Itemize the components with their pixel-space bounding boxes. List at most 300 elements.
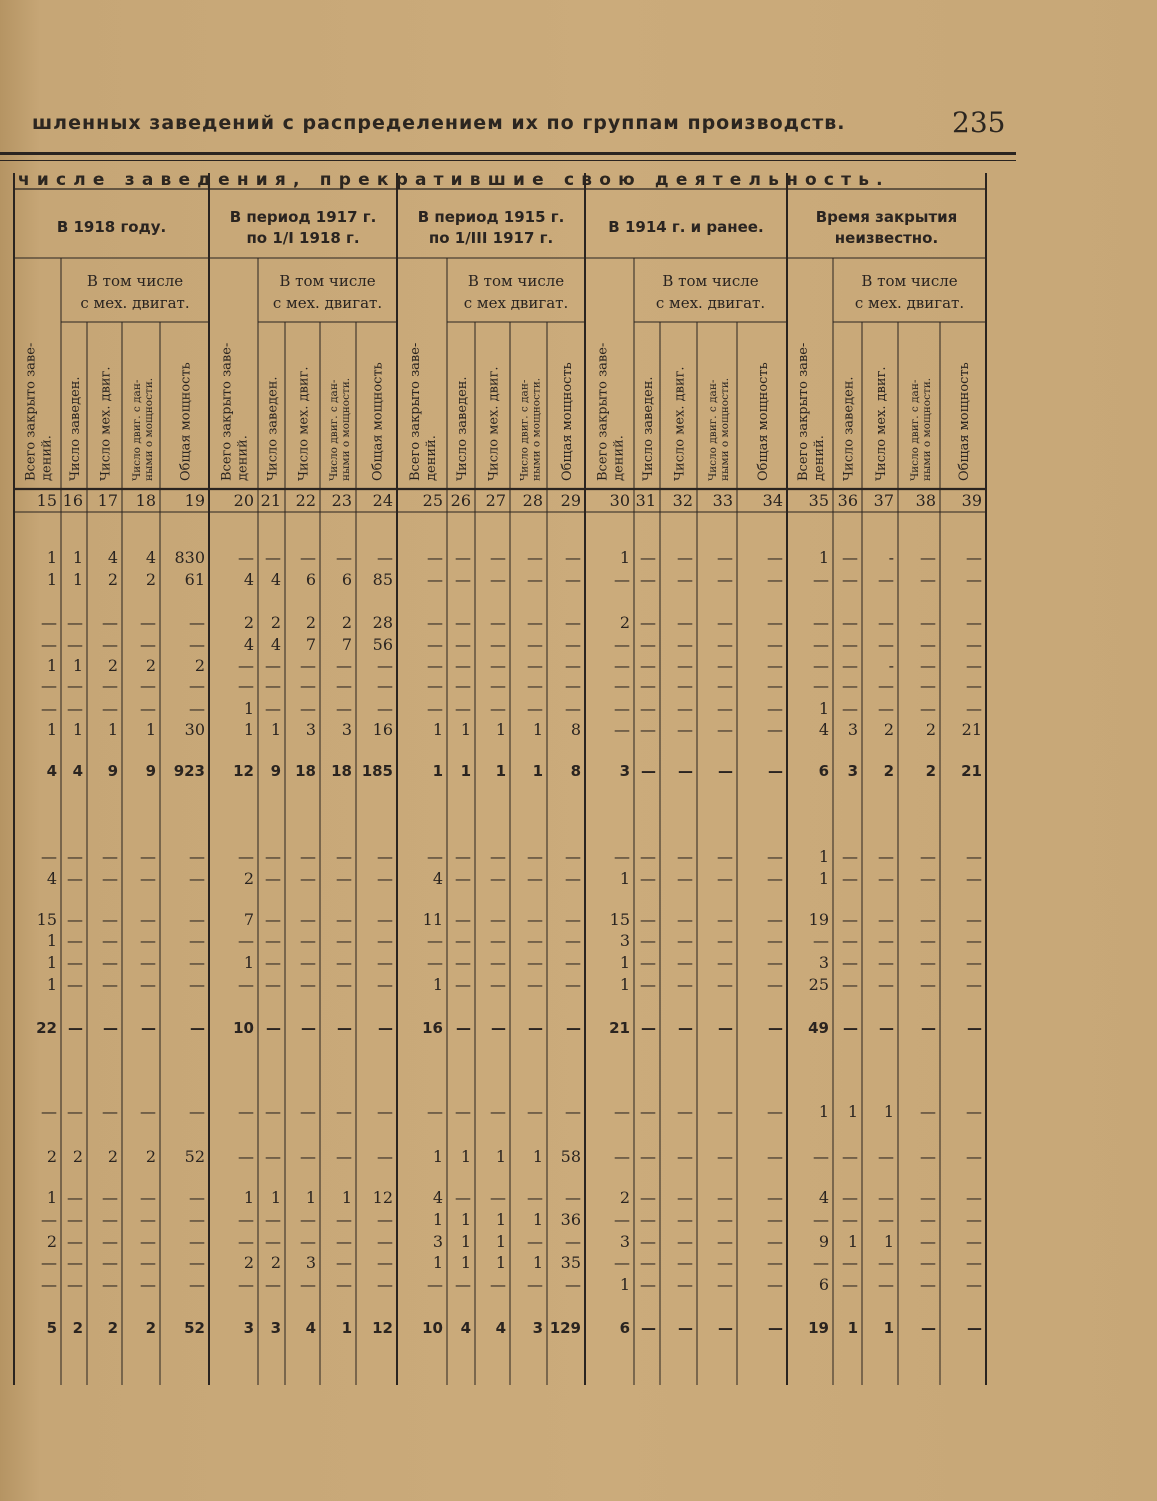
table-cell: 1 [532, 1253, 543, 1272]
table-cell: — [565, 975, 581, 994]
table-cell: — [67, 1275, 83, 1294]
table-cell: — [189, 1275, 205, 1294]
table-cell: — [140, 931, 156, 950]
table-cell: — [41, 613, 57, 632]
table-cell: — [265, 1147, 281, 1166]
table-cell-total: 2 [883, 762, 894, 780]
column-number: 31 [635, 491, 656, 510]
table-cell: — [717, 548, 733, 567]
table-cell: — [455, 931, 471, 950]
table-cell: — [527, 1188, 543, 1207]
table-cell: 7 [341, 635, 352, 654]
table-cell: 3 [619, 1232, 630, 1251]
table-cell: — [677, 1147, 693, 1166]
table-cell: — [767, 910, 783, 929]
table-cell: — [966, 1210, 982, 1229]
table-cell: — [238, 847, 254, 866]
table-cell: 1 [46, 931, 57, 950]
table-cell: — [377, 676, 393, 695]
table-cell: — [300, 548, 316, 567]
table-cell: — [336, 847, 352, 866]
table-cell-total: 6 [619, 1319, 630, 1337]
table-cell: — [565, 953, 581, 972]
subgroup-title-line2: с мех. двигат. [854, 294, 965, 312]
table-cell: — [842, 847, 858, 866]
column-heading: Общая мощность [560, 362, 575, 481]
table-cell: — [842, 570, 858, 589]
table-cell: — [842, 975, 858, 994]
table-cell: — [336, 1275, 352, 1294]
table-cell: — [920, 869, 936, 888]
column-number: 17 [97, 491, 118, 510]
table-cell: — [67, 953, 83, 972]
table-cell: — [265, 1232, 281, 1251]
table-cell: 1 [818, 699, 829, 718]
table-cell: — [67, 931, 83, 950]
table-cell: — [565, 931, 581, 950]
column-heading-line2: ными о мощности. [530, 377, 543, 481]
subgroup-title: В том числе [861, 272, 958, 290]
table-cell: — [878, 910, 894, 929]
table-cell-total: 22 [36, 1019, 57, 1037]
table-cell: — [640, 931, 656, 950]
table-cell: — [813, 676, 829, 695]
table-cell: — [455, 1275, 471, 1294]
table-cell: — [377, 1102, 393, 1121]
table-cell: — [140, 1253, 156, 1272]
table-cell: — [140, 910, 156, 929]
table-cell: 1 [619, 953, 630, 972]
table-cell: — [527, 676, 543, 695]
table-cell: 1 [495, 1253, 506, 1272]
table-cell: — [717, 570, 733, 589]
subgroup-title: В том числе [662, 272, 759, 290]
table-cell: — [640, 1147, 656, 1166]
table-cell: — [527, 548, 543, 567]
table-cell: — [67, 699, 83, 718]
table-cell-total: 18 [331, 762, 352, 780]
table-cell: — [966, 1147, 982, 1166]
table-cell: — [67, 1253, 83, 1272]
table-cell: — [140, 847, 156, 866]
table-cell: — [300, 676, 316, 695]
table-cell: — [490, 910, 506, 929]
table-cell: — [336, 910, 352, 929]
table-cell: — [265, 975, 281, 994]
column-heading-line2: дений. [611, 435, 627, 481]
table-cell: — [767, 613, 783, 632]
column-number: 33 [712, 491, 733, 510]
column-heading: Общая мощность [957, 362, 972, 481]
table-cell: — [238, 975, 254, 994]
table-cell: — [677, 931, 693, 950]
table-cell: 30 [184, 720, 205, 739]
table-cell: — [67, 1232, 83, 1251]
table-cell: — [565, 570, 581, 589]
table-cell: 1 [847, 1102, 858, 1121]
column-heading-line2: ными о мощности. [719, 377, 731, 481]
table-cell: — [300, 1147, 316, 1166]
table-cell: — [717, 656, 733, 675]
table-cell: 2 [243, 869, 254, 888]
table-cell: — [640, 548, 656, 567]
table-cell: — [265, 676, 281, 695]
table-cell: — [717, 699, 733, 718]
table-cell-total: — [641, 762, 656, 780]
table-cell: — [102, 1210, 118, 1229]
table-cell: — [189, 1188, 205, 1207]
table-cell: 1 [432, 1210, 443, 1229]
table-cell: — [565, 1275, 581, 1294]
table-cell: 1 [818, 1102, 829, 1121]
table-cell-total: 1 [341, 1319, 352, 1337]
table-cell: — [102, 1232, 118, 1251]
column-heading: Всего закрыто заве- [796, 342, 811, 481]
table-cell-total: — [103, 1019, 118, 1037]
table-cell: — [67, 635, 83, 654]
table-cell: — [767, 931, 783, 950]
table-cell: — [717, 635, 733, 654]
table-cell: — [677, 1253, 693, 1272]
table-cell: — [878, 1147, 894, 1166]
table-cell: 1 [270, 720, 281, 739]
table-cell: — [640, 656, 656, 675]
table-cell: — [640, 869, 656, 888]
table-cell: — [189, 699, 205, 718]
table-cell: — [920, 570, 936, 589]
table-cell: 3 [847, 720, 858, 739]
table-cell: — [189, 1253, 205, 1272]
table-cell: — [527, 635, 543, 654]
table-cell: — [717, 720, 733, 739]
table-cell: 1 [532, 720, 543, 739]
table-cell: — [717, 1147, 733, 1166]
table-cell: — [842, 1275, 858, 1294]
table-cell: — [427, 1275, 443, 1294]
table-cell: — [490, 548, 506, 567]
table-cell: — [300, 975, 316, 994]
table-cell-total: — [768, 762, 783, 780]
page-header-title: шленных заведений с распределением их по группам производств. [32, 112, 846, 134]
column-heading: Число мех. двиг. [874, 366, 889, 481]
table-cell: 1 [46, 720, 57, 739]
column-heading: Число мех. двиг. [486, 366, 502, 481]
table-cell: — [490, 975, 506, 994]
table-cell: — [102, 847, 118, 866]
table-cell: — [966, 910, 982, 929]
table-cell: 7 [305, 635, 316, 654]
table-cell: — [377, 1147, 393, 1166]
table-cell: — [767, 720, 783, 739]
table-cell: — [67, 869, 83, 888]
table-cell: — [614, 720, 630, 739]
table-cell: — [527, 910, 543, 929]
table-cell: — [677, 1232, 693, 1251]
table-cell: 1 [460, 1232, 471, 1251]
column-heading: Число заведен. [455, 376, 470, 481]
table-cell-total: — [491, 1019, 506, 1037]
table-cell: 1 [270, 1188, 281, 1207]
table-cell: — [813, 1253, 829, 1272]
table-cell: 15 [609, 910, 630, 929]
table-cell: — [455, 548, 471, 567]
table-cell: 6 [305, 570, 316, 589]
table-cell: — [640, 613, 656, 632]
table-cell: — [427, 953, 443, 972]
table-cell: — [455, 570, 471, 589]
table-cell-total: 3 [532, 1319, 543, 1337]
table-cell: — [140, 1232, 156, 1251]
table-cell-total: — [641, 1019, 656, 1037]
table-cell-total: — [718, 1319, 733, 1337]
table-cell: — [102, 613, 118, 632]
table-cell: — [920, 975, 936, 994]
table-cell: — [527, 1232, 543, 1251]
table-cell: — [966, 656, 982, 675]
group-title-line2: по 1/III 1917 г. [428, 229, 554, 247]
table-cell-total: 12 [372, 1319, 393, 1337]
table-cell: — [640, 699, 656, 718]
table-cell: — [455, 613, 471, 632]
table-cell: — [677, 676, 693, 695]
table-cell: — [102, 676, 118, 695]
table-cell: — [67, 613, 83, 632]
table-cell: — [377, 953, 393, 972]
table-cell: — [238, 931, 254, 950]
table-cell: — [490, 656, 506, 675]
table-cell: 1 [818, 847, 829, 866]
table-cell: 2 [107, 1147, 118, 1166]
table-cell: — [427, 1102, 443, 1121]
table-cell-total: 1 [847, 1319, 858, 1337]
table-cell: 2 [270, 613, 281, 632]
table-cell: — [717, 847, 733, 866]
column-number: 16 [62, 491, 83, 510]
table-cell: — [920, 1188, 936, 1207]
table-cell-total: — [566, 1019, 581, 1037]
table-cell-total: 3 [847, 762, 858, 780]
table-cell: — [455, 1102, 471, 1121]
table-cell: — [427, 699, 443, 718]
subgroup-title-line2: с мех. двигат. [80, 294, 190, 312]
table-cell: — [878, 869, 894, 888]
table-cell: — [767, 635, 783, 654]
table-cell: — [677, 1210, 693, 1229]
table-cell: 3 [305, 720, 316, 739]
table-cell: — [265, 910, 281, 929]
table-cell: — [842, 1210, 858, 1229]
table-cell: — [878, 699, 894, 718]
table-cell: 15 [36, 910, 57, 929]
table-cell: — [966, 975, 982, 994]
table-cell: 35 [560, 1253, 581, 1272]
table-cell-total: 4 [305, 1319, 316, 1337]
table-cell: — [427, 847, 443, 866]
table-cell: 1 [432, 975, 443, 994]
table-cell: — [427, 635, 443, 654]
column-number: 24 [372, 491, 393, 510]
subgroup-title: В том числе [467, 272, 565, 290]
table-cell: 25 [808, 975, 829, 994]
table-cell: 1 [46, 1188, 57, 1207]
table-cell: — [813, 1147, 829, 1166]
table-cell: — [813, 613, 829, 632]
column-heading: Число заведен. [68, 376, 83, 481]
table-cell: — [102, 1275, 118, 1294]
table-cell: 2 [145, 570, 156, 589]
table-cell: — [140, 1102, 156, 1121]
table-cell: — [767, 953, 783, 972]
table-cell: — [41, 1102, 57, 1121]
table-cell-total: 129 [549, 1319, 581, 1337]
table-cell: 4 [818, 1188, 829, 1207]
table-cell: 4 [818, 720, 829, 739]
table-cell: — [767, 676, 783, 695]
table-cell: — [527, 656, 543, 675]
table-cell: — [677, 1275, 693, 1294]
table-cell: 1 [145, 720, 156, 739]
table-cell-total: 4 [460, 1319, 471, 1337]
table-cell: — [300, 699, 316, 718]
table-cell: — [677, 910, 693, 929]
table-cell: 1 [460, 1253, 471, 1272]
table-cell: 1 [72, 656, 83, 675]
table-cell: — [377, 548, 393, 567]
table-cell: — [189, 931, 205, 950]
table-cell-total: — [967, 1019, 982, 1037]
table-cell: — [966, 570, 982, 589]
table-cell: — [140, 613, 156, 632]
table-cell: 28 [372, 613, 393, 632]
table-cell-total: 4 [72, 762, 83, 780]
table-cell: 2 [46, 1147, 57, 1166]
table-cell: 1 [532, 1210, 543, 1229]
table-cell: — [966, 613, 982, 632]
table-cell: — [41, 1275, 57, 1294]
table-cell: — [717, 975, 733, 994]
table-cell: — [842, 931, 858, 950]
table-cell: — [527, 869, 543, 888]
column-number: 28 [522, 491, 543, 510]
table-cell: 2 [243, 613, 254, 632]
column-number: 36 [837, 491, 858, 510]
column-heading-line2: дений. [812, 435, 827, 481]
table-cell: — [102, 1188, 118, 1207]
table-cell: — [677, 699, 693, 718]
table-cell: — [265, 869, 281, 888]
column-number: 29 [560, 491, 581, 510]
table-cell: 1 [883, 1232, 894, 1251]
table-cell: 1 [495, 720, 506, 739]
table-cell: — [490, 635, 506, 654]
table-cell: — [238, 1102, 254, 1121]
table-cell: — [813, 1210, 829, 1229]
table-cell: 4 [46, 869, 57, 888]
table-cell: — [455, 869, 471, 888]
column-heading: Число двиг. с дан- [131, 379, 143, 481]
table-cell: 1 [883, 1102, 894, 1121]
table-cell-total: 3 [619, 762, 630, 780]
table-cell-total: 21 [609, 1019, 630, 1037]
table-cell: — [565, 1188, 581, 1207]
subgroup-title: В том числе [86, 272, 184, 290]
table-cell-total: — [68, 1019, 83, 1037]
table-cell: — [238, 1210, 254, 1229]
table-cell: — [966, 1253, 982, 1272]
table-cell: — [920, 1210, 936, 1229]
table-cell: — [677, 847, 693, 866]
table-cell: 2 [107, 570, 118, 589]
table-cell: 58 [560, 1147, 581, 1166]
table-cell: — [527, 1275, 543, 1294]
table-cell: — [920, 1147, 936, 1166]
table-cell: — [527, 953, 543, 972]
table-cell: — [527, 931, 543, 950]
table-cell-total: — [921, 1319, 936, 1337]
table-cell: — [377, 869, 393, 888]
table-cell: — [455, 1188, 471, 1207]
table-cell-total: — [921, 1019, 936, 1037]
table-banner: числе заведения, прекратившие свою деятельность. [18, 170, 890, 190]
table-cell: — [813, 931, 829, 950]
table-cell: — [677, 656, 693, 675]
table-cell: - [888, 656, 894, 675]
table-cell-total: 3 [270, 1319, 281, 1337]
table-cell-total: — [378, 1019, 393, 1037]
table-cell: — [377, 910, 393, 929]
column-heading-line2: ными о мощности. [921, 377, 933, 481]
table-cell: — [377, 699, 393, 718]
table-cell: — [640, 975, 656, 994]
table-cell: — [966, 931, 982, 950]
table-cell: — [490, 847, 506, 866]
table-cell-total: 49 [808, 1019, 829, 1037]
table-cell: — [455, 656, 471, 675]
table-cell-total: 2 [145, 1319, 156, 1337]
table-cell: 4 [107, 548, 118, 567]
column-number: 20 [233, 491, 254, 510]
table-cell: — [966, 1232, 982, 1251]
table-cell: — [427, 931, 443, 950]
table-cell: — [102, 953, 118, 972]
table-cell: — [640, 1232, 656, 1251]
table-cell-total: — [337, 1019, 352, 1037]
table-cell: 1 [46, 548, 57, 567]
table-cell: 6 [818, 1275, 829, 1294]
table-cell: — [238, 1147, 254, 1166]
table-cell: — [614, 1102, 630, 1121]
table-cell: — [920, 1232, 936, 1251]
table-cell: — [189, 635, 205, 654]
table-cell-total: 12 [233, 762, 254, 780]
table-cell-total: — [768, 1319, 783, 1337]
table-cell: — [966, 676, 982, 695]
table-cell: — [677, 720, 693, 739]
table-cell: — [102, 699, 118, 718]
table-cell: — [102, 635, 118, 654]
table-cell: 1 [107, 720, 118, 739]
table-cell: — [767, 975, 783, 994]
table-cell: — [265, 953, 281, 972]
table-cell: — [966, 635, 982, 654]
table-cell: — [189, 953, 205, 972]
column-number: 22 [295, 491, 316, 510]
table-cell: — [878, 1210, 894, 1229]
table-cell-total: 9 [107, 762, 118, 780]
table-cell: — [300, 656, 316, 675]
table-cell-total: — [190, 1019, 205, 1037]
table-cell: 3 [432, 1232, 443, 1251]
